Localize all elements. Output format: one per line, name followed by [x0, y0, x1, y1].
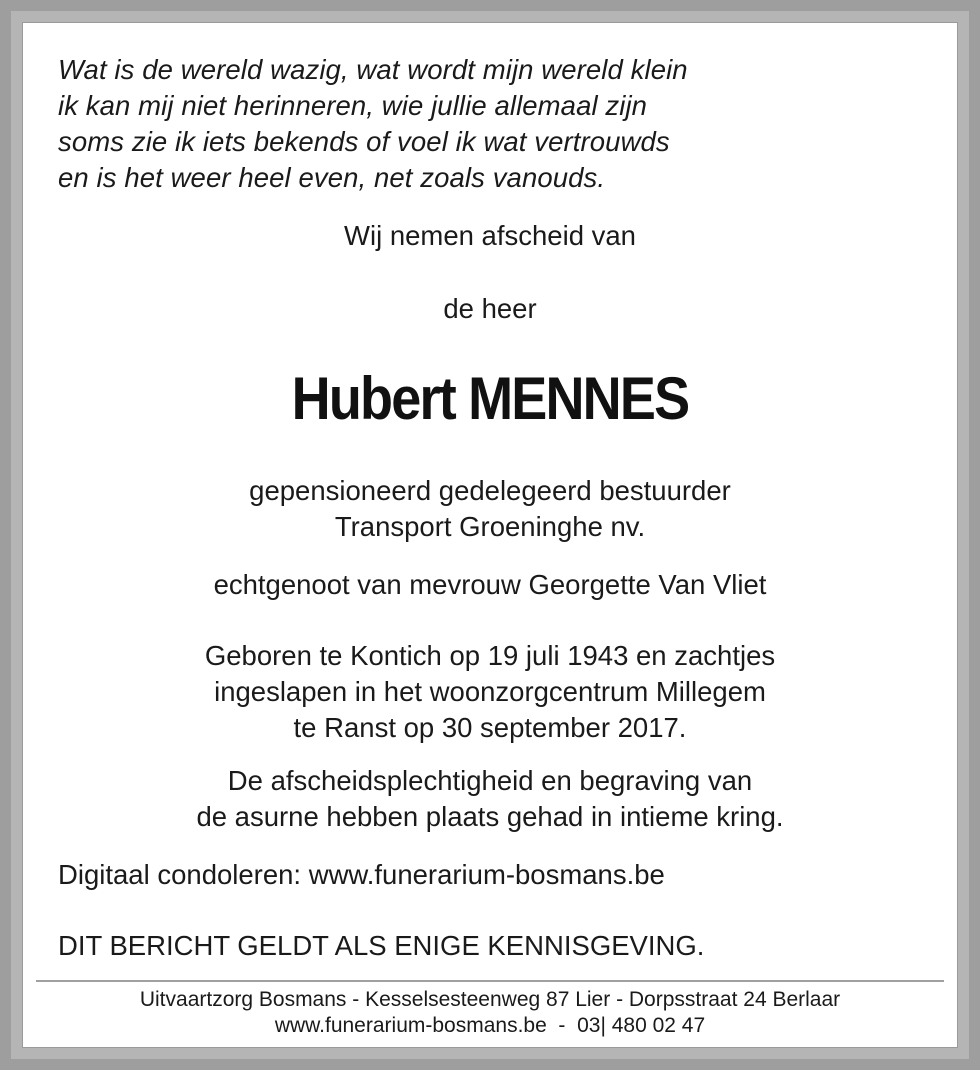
poem: [58, 52, 918, 196]
poem-line: en is het weer heel even, net zoals vanouds.: [58, 162, 606, 193]
poem-line: soms zie ik iets bekends of voel ik wat vertrouwds: [58, 126, 670, 157]
footer-address: Uitvaartzorg Bosmans - Kesselsesteenweg 87 Lier - Dorpsstraat 24 Berlaar: [139, 988, 841, 1011]
occupation-line: Transport Groeninghe nv.: [334, 511, 646, 542]
footer-contact: www.funerarium-bosmans.be - 03| 480 02 47: [274, 1014, 706, 1037]
birth-death-line: te Ranst op 30 september 2017.: [293, 712, 687, 743]
intro-text: Wij nemen afscheid van: [344, 220, 636, 251]
occupation: [22, 473, 958, 545]
birth-death-line: ingeslapen in het woonzorgcentrum Millegem: [214, 676, 766, 707]
poem-line: Wat is de wereld wazig, wat wordt mijn wereld klein: [58, 54, 688, 85]
notice-text: DIT BERICHT GELDT ALS ENIGE KENNISGEVING.: [58, 930, 705, 961]
spouse-text: echtgenoot van mevrouw Georgette Van Vliet: [213, 569, 767, 600]
footer-divider: [36, 980, 944, 982]
occupation-line: gepensioneerd gedelegeerd bestuurder: [249, 475, 731, 506]
birth-death-text: [22, 638, 958, 746]
ceremony-text: [22, 763, 958, 835]
poem-line: ik kan mij niet herinneren, wie jullie allemaal zijn: [58, 90, 648, 121]
deceased-name: Hubert MENNES: [291, 365, 689, 432]
birth-death-line: Geboren te Kontich op 19 juli 1943 en zachtjes: [204, 640, 776, 671]
salutation: de heer: [443, 293, 537, 324]
condolence-text: Digitaal condoleren: www.funerarium-bosmans.be: [58, 859, 665, 890]
ceremony-line: de asurne hebben plaats gehad in intieme kring.: [196, 801, 784, 832]
ceremony-line: De afscheidsplechtigheid en begraving van: [227, 765, 753, 796]
